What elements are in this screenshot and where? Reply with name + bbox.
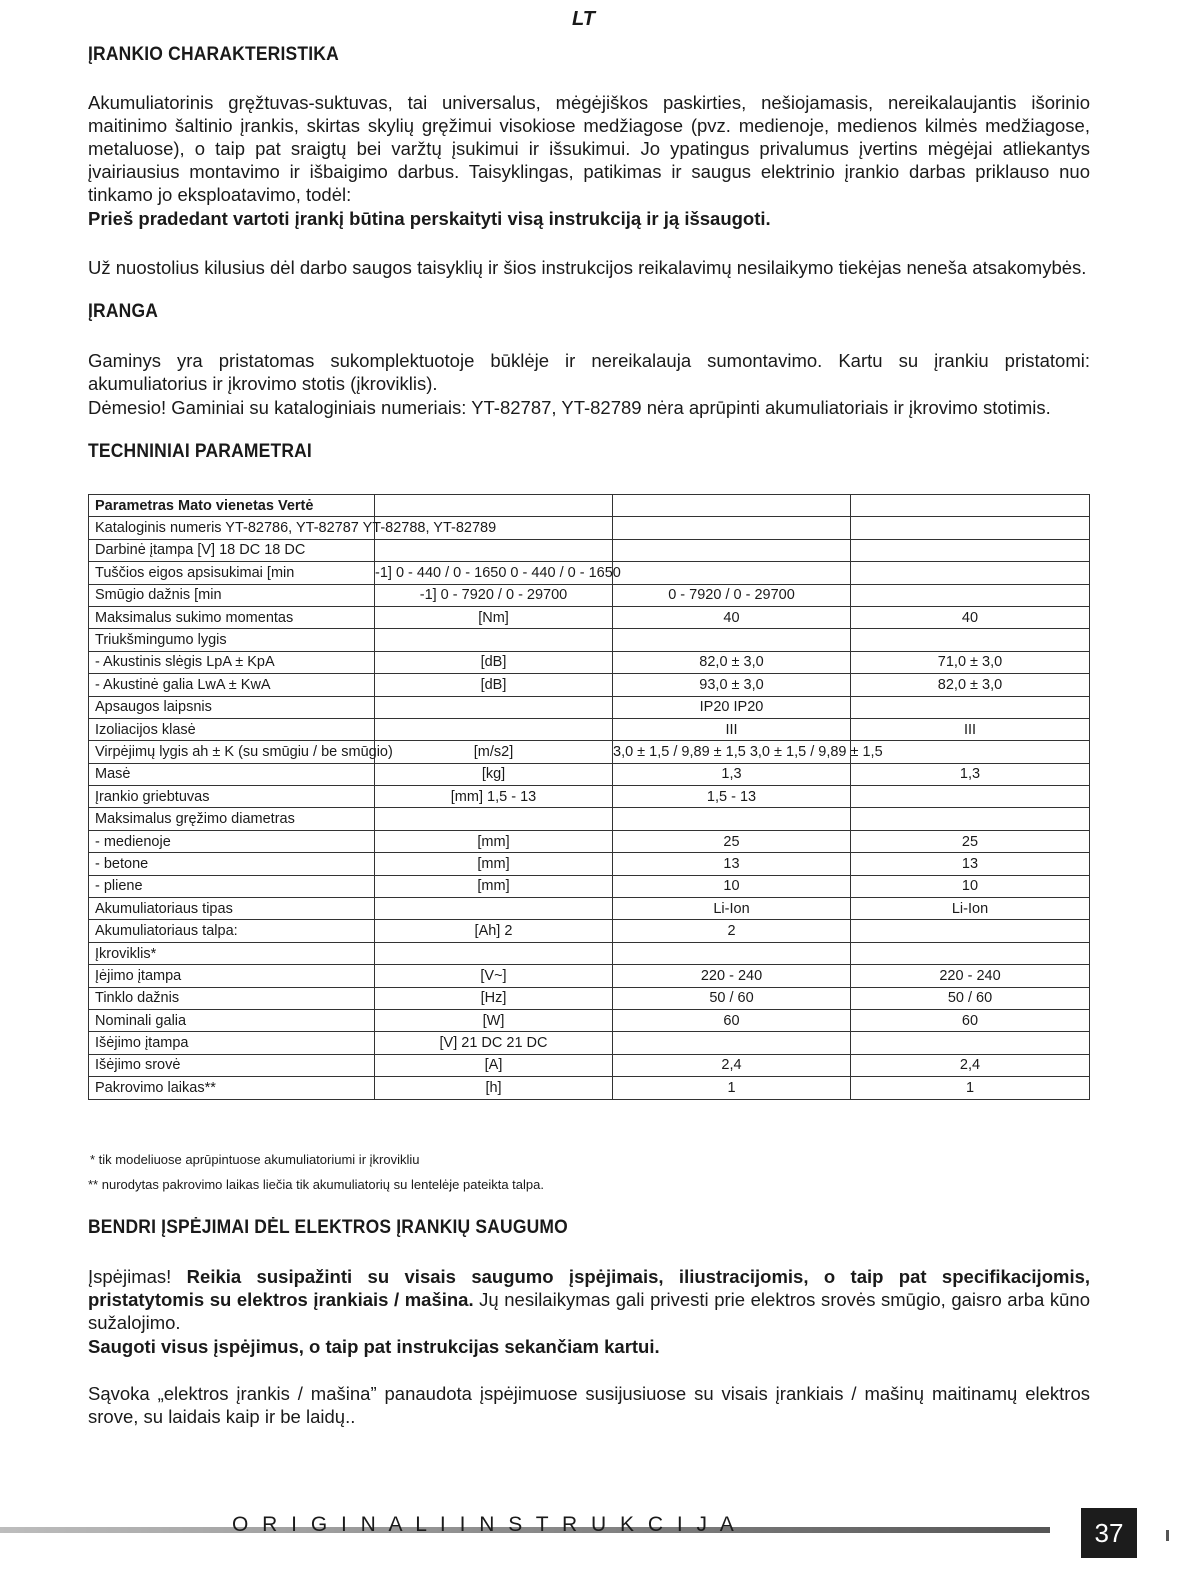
table-cell: [dB]	[375, 651, 613, 673]
table-row	[89, 875, 1090, 897]
table-cell: Triukšmingumo lygis	[89, 629, 375, 651]
table-cell	[851, 786, 1090, 808]
equipment-paragraph: Gaminys yra pristatomas sukomplektuotoje būklėje ir nereikalauja sumontavimo. Kartu su įrankiu pristatomi: akumuliatorius ir įkrovimo stotis (įkroviklis).	[88, 350, 1090, 394]
table-cell: 71,0 ± 3,0	[851, 651, 1090, 673]
warning-paragraph	[88, 1265, 1090, 1334]
table-cell: 25	[851, 830, 1090, 852]
table-row	[89, 718, 1090, 740]
table-cell: 50 / 60	[851, 987, 1090, 1009]
table-cell: Tuščios eigos apsisukimai [min	[89, 562, 375, 584]
table-cell: 1,3	[851, 763, 1090, 785]
table-cell	[613, 942, 851, 964]
table-row	[89, 651, 1090, 673]
table-cell: 13	[613, 853, 851, 875]
table-cell: - betone	[89, 853, 375, 875]
table-cell: 25	[613, 830, 851, 852]
table-cell	[375, 495, 613, 517]
table-cell: Išėjimo įtampa	[89, 1032, 375, 1054]
table-cell	[851, 495, 1090, 517]
page-number: 37	[1081, 1508, 1137, 1558]
table-row	[89, 606, 1090, 628]
table-row	[89, 674, 1090, 696]
table-row	[89, 920, 1090, 942]
table-row	[89, 629, 1090, 651]
table-cell	[851, 584, 1090, 606]
table-row	[89, 1032, 1090, 1054]
table-cell	[613, 1032, 851, 1054]
table-cell	[375, 942, 613, 964]
table-cell: 1,5 - 13	[613, 786, 851, 808]
footnote-charger: * tik modeliuose aprūpintuose akumuliatoriumi ir įkrovikliu	[90, 1152, 420, 1167]
table-cell: [dB]	[375, 674, 613, 696]
table-cell: Išėjimo srovė	[89, 1054, 375, 1076]
term-paragraph: Sąvoka „elektros įrankis / mašina” panaudota įspėjimuose susijusiuose su visais įrankiais / mašinų maitinamų elektros srove, su laidais kaip ir be laidų..	[88, 1383, 1090, 1427]
table-cell: 82,0 ± 3,0	[613, 651, 851, 673]
table-row	[89, 830, 1090, 852]
table-row	[89, 562, 1090, 584]
table-cell	[851, 517, 1090, 539]
table-cell: [mm] 1,5 - 13	[375, 786, 613, 808]
table-cell: Li-Ion	[851, 898, 1090, 920]
table-cell: 220 - 240	[613, 965, 851, 987]
table-cell: [mm]	[375, 875, 613, 897]
section-title-safety: BENDRI ĮSPĖJIMAI DĖL ELEKTROS ĮRANKIŲ SAUGUMO	[88, 1217, 568, 1238]
liability-paragraph: Už nuostolius kilusius dėl darbo saugos taisyklių ir šios instrukcijos reikalavimų nesilaikymo tiekėjas neneša atsakomybės.	[88, 257, 1087, 278]
table-cell: 93,0 ± 3,0	[613, 674, 851, 696]
table-cell	[613, 808, 851, 830]
table-cell	[375, 898, 613, 920]
characteristics-paragraph: Akumuliatorinis gręžtuvas-suktuvas, tai universalus, mėgėjiškos paskirties, nešiojamasis, nereikalaujantis išorinio maitinimo šaltinio įrankis, skirtas skylių gręžimui visokiose medžiagose (pvz. medienoje, medienos kilmės medžiagose, metaluose), o taip pat sraigtų bei varžtų įsukimui ir išsukimui. Jo ypatingus privalumus įvertins mėgėjai atliekantys įvairiausius montavimo ir išbaigimo darbus. Taisyklingas, patikimas ir saugus elektrinio įrankio darbas priklauso nuo tinkamo jo eksploatavimo, todėl:	[88, 92, 1090, 205]
footer-title: O R I G I N A L I I N S T R U K C I J A	[232, 1513, 736, 1536]
table-row	[89, 741, 1090, 763]
table-row	[89, 1054, 1090, 1076]
table-cell: Li-Ion	[613, 898, 851, 920]
table-cell: [mm]	[375, 853, 613, 875]
table-cell: -1] 0 - 7920 / 0 - 29700	[375, 584, 613, 606]
table-cell	[375, 629, 613, 651]
table-cell: Virpėjimų lygis ah ± K (su smūgiu / be smūgio)	[89, 741, 375, 763]
section-title-characteristics: ĮRANKIO CHARAKTERISTIKA	[88, 44, 339, 65]
table-row	[89, 853, 1090, 875]
table-cell	[851, 1032, 1090, 1054]
table-cell: Smūgio dažnis [min	[89, 584, 375, 606]
keep-warnings-notice: Saugoti visus įspėjimus, o taip pat instrukcijas sekančiam kartui.	[88, 1336, 660, 1357]
table-row	[89, 942, 1090, 964]
table-row	[89, 987, 1090, 1009]
table-cell: Įėjimo įtampa	[89, 965, 375, 987]
table-cell	[851, 629, 1090, 651]
table-row	[89, 965, 1090, 987]
table-cell: III	[851, 718, 1090, 740]
table-cell: Izoliacijos klasė	[89, 718, 375, 740]
table-cell	[851, 741, 1090, 763]
table-header-cell: Parametras Mato vienetas Vertė	[89, 495, 375, 517]
technical-parameters-table	[88, 494, 1090, 1100]
equipment-note: Dėmesio! Gaminiai su kataloginiais numeriais: YT-82787, YT-82789 nėra aprūpinti akumuliatoriais ir įkrovimo stotimis.	[88, 397, 1051, 418]
table-cell: [m/s2]	[375, 741, 613, 763]
table-cell: Įrankio griebtuvas	[89, 786, 375, 808]
table-row	[89, 786, 1090, 808]
table-cell: - pliene	[89, 875, 375, 897]
warning-prefix: Įspėjimas!	[88, 1266, 187, 1287]
table-cell: [A]	[375, 1054, 613, 1076]
table-cell: 10	[613, 875, 851, 897]
table-cell: Darbinė įtampa [V] 18 DC 18 DC	[89, 539, 375, 561]
table-cell: IP20 IP20	[613, 696, 851, 718]
warning-rest: Jų nesilaikymas gali privesti prie elektros srovės smūgio, gaisro arba kūno sužalojimo.	[88, 1289, 1090, 1333]
table-row	[89, 517, 1090, 539]
table-cell: [Hz]	[375, 987, 613, 1009]
table-row	[89, 1009, 1090, 1031]
table-cell: 50 / 60	[613, 987, 851, 1009]
table-row	[89, 696, 1090, 718]
footnote-charge-time: ** nurodytas pakrovimo laikas liečia tik akumuliatorių su lentelėje pateikta talpa.	[88, 1177, 544, 1192]
page-edge-mark	[1166, 1530, 1169, 1541]
table-cell: 220 - 240	[851, 965, 1090, 987]
table-cell: 10	[851, 875, 1090, 897]
table-cell: Pakrovimo laikas**	[89, 1077, 375, 1099]
table-cell	[613, 562, 851, 584]
table-cell: 2,4	[613, 1054, 851, 1076]
table-cell: 1	[613, 1077, 851, 1099]
table-cell	[851, 562, 1090, 584]
table-cell: -1] 0 - 440 / 0 - 1650 0 - 440 / 0 - 1650	[375, 562, 613, 584]
table-cell: Nominali galia	[89, 1009, 375, 1031]
table-cell: 2	[613, 920, 851, 942]
table-row	[89, 898, 1090, 920]
table-cell: - Akustinis slėgis LpA ± KpA	[89, 651, 375, 673]
table-cell: [Nm]	[375, 606, 613, 628]
table-cell: Akumuliatoriaus talpa:	[89, 920, 375, 942]
table-cell	[375, 718, 613, 740]
table-cell: 60	[851, 1009, 1090, 1031]
table-cell	[851, 920, 1090, 942]
table-cell: Įkroviklis*	[89, 942, 375, 964]
table-cell: 2,4	[851, 1054, 1090, 1076]
table-cell: [mm]	[375, 830, 613, 852]
table-cell: [V~]	[375, 965, 613, 987]
table-cell: 82,0 ± 3,0	[851, 674, 1090, 696]
table-cell: III	[613, 718, 851, 740]
table-cell	[375, 539, 613, 561]
table-cell: Akumuliatoriaus tipas	[89, 898, 375, 920]
table-header-row	[89, 495, 1090, 517]
table-row	[89, 539, 1090, 561]
table-cell: [Ah] 2	[375, 920, 613, 942]
table-cell: Tinklo dažnis	[89, 987, 375, 1009]
table-cell	[851, 539, 1090, 561]
table-cell: [W]	[375, 1009, 613, 1031]
table-cell: 40	[613, 606, 851, 628]
read-manual-notice: Prieš pradedant vartoti įrankį būtina perskaityti visą instrukciją ir ją išsaugoti.	[88, 208, 771, 229]
table-cell	[851, 942, 1090, 964]
table-cell	[613, 629, 851, 651]
table-cell: [kg]	[375, 763, 613, 785]
table-cell: 1,3	[613, 763, 851, 785]
table-row	[89, 808, 1090, 830]
language-code: LT	[572, 8, 595, 30]
table-cell: [V] 21 DC 21 DC	[375, 1032, 613, 1054]
table-cell: Kataloginis numeris YT-82786, YT-82787 YT-82788, YT-82789	[89, 517, 375, 539]
table-cell: 13	[851, 853, 1090, 875]
table-cell: 40	[851, 606, 1090, 628]
table-cell: Maksimalus gręžimo diametras	[89, 808, 375, 830]
table-cell	[375, 696, 613, 718]
table-cell: [h]	[375, 1077, 613, 1099]
table-cell	[613, 539, 851, 561]
table-cell	[613, 517, 851, 539]
table-cell: 3,0 ± 1,5 / 9,89 ± 1,5 3,0 ± 1,5 / 9,89 ± 1,5	[613, 741, 851, 763]
table-cell: Maksimalus sukimo momentas	[89, 606, 375, 628]
table-cell	[851, 808, 1090, 830]
warning-bold: Reikia susipažinti su visais saugumo įspėjimais, iliustracijomis, o taip pat specifikacijomis, pristatytomis su elektros įrankiais / mašina.	[88, 1266, 1091, 1310]
table-cell: Masė	[89, 763, 375, 785]
table-cell: 1	[851, 1077, 1090, 1099]
table-row	[89, 1077, 1090, 1099]
table-cell: - medienoje	[89, 830, 375, 852]
table-row	[89, 584, 1090, 606]
table-cell	[613, 495, 851, 517]
table-cell: 0 - 7920 / 0 - 29700	[613, 584, 851, 606]
table-row	[89, 763, 1090, 785]
table-cell: - Akustinė galia LwA ± KwA	[89, 674, 375, 696]
table-cell: 60	[613, 1009, 851, 1031]
section-title-equipment: ĮRANGA	[88, 301, 159, 322]
table-cell: Apsaugos laipsnis	[89, 696, 375, 718]
section-title-technical: TECHNINIAI PARAMETRAI	[88, 441, 312, 462]
table-cell	[375, 808, 613, 830]
table-cell	[851, 696, 1090, 718]
